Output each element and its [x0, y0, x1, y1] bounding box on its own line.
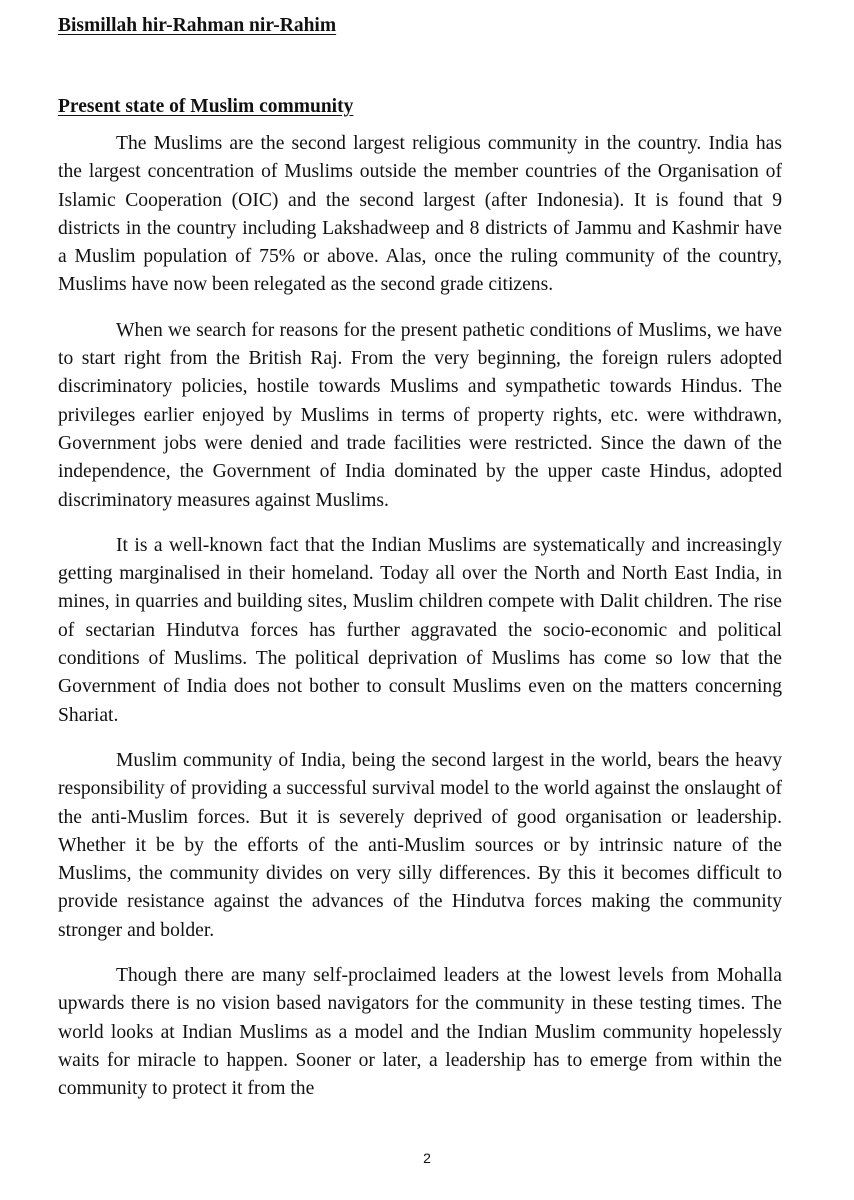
- page-number: 2: [423, 1150, 431, 1166]
- bismillah-heading: Bismillah hir-Rahman nir-Rahim: [58, 15, 337, 36]
- paragraph-1: The Muslims are the second largest religious community in the country. India has the largest concentration of Muslims outside the member countries of the Organisation of Islamic Cooperation (OIC) and the second largest (after Indonesia). It is found that 9 districts in the country including Lakshadweep and 8 districts of Jammu and Kashmir have a Muslim population of 75% or above. Alas, once the ruling community of the country, Muslims have now been relegated as the second grade citizens.: [58, 133, 782, 296]
- paragraph-2: When we search for reasons for the present pathetic conditions of Muslims, we have to start right from the British Raj. From the very beginning, the foreign rulers adopted discriminatory policies, hostile towards Muslims and sympathetic towards Hindus. The privileges earlier enjoyed by Muslims in terms of property rights, etc. were withdrawn, Government jobs were denied and trade facilities were restricted. Since the dawn of the independence, the Government of India dominated by the upper caste Hindus, adopted discriminatory measures against Muslims.: [58, 319, 782, 511]
- paragraph-4: Muslim community of India, being the second largest in the world, bears the heavy responsibility of providing a successful survival model to the world against the onslaught of the anti-Muslim forces. But it is severely deprived of good organisation or leadership. Whether it be by the efforts of the anti-Muslim sources or by intrinsic nature of the Muslims, the community divides on very silly differences. By this it becomes difficult to provide resistance against the advances of the Hindutva forces making the community stronger and bolder.: [58, 749, 782, 941]
- body-text: [58, 130, 782, 1121]
- section-title: Present state of Muslim community: [58, 96, 354, 117]
- paragraph-3: It is a well-known fact that the Indian Muslims are systematically and increasingly getting marginalised in their homeland. Today all over the North and North East India, in mines, in quarries and building sites, Muslim children compete with Dalit children. The rise of sectarian Hindutva forces has further aggravated the socio-economic and political conditions of Muslims. The political deprivation of Muslims has come so low that the Government of India does not bother to consult Muslims even on the matters concerning Shariat.: [58, 534, 782, 726]
- paragraph-5: Though there are many self-proclaimed leaders at the lowest levels from Mohalla upwards there is no vision based navigators for the community in these testing times. The world looks at Indian Muslims as a model and the Indian Muslim community hopelessly waits for miracle to happen. Sooner or later, a leadership has to emerge from within the community to protect it from the: [58, 965, 782, 1100]
